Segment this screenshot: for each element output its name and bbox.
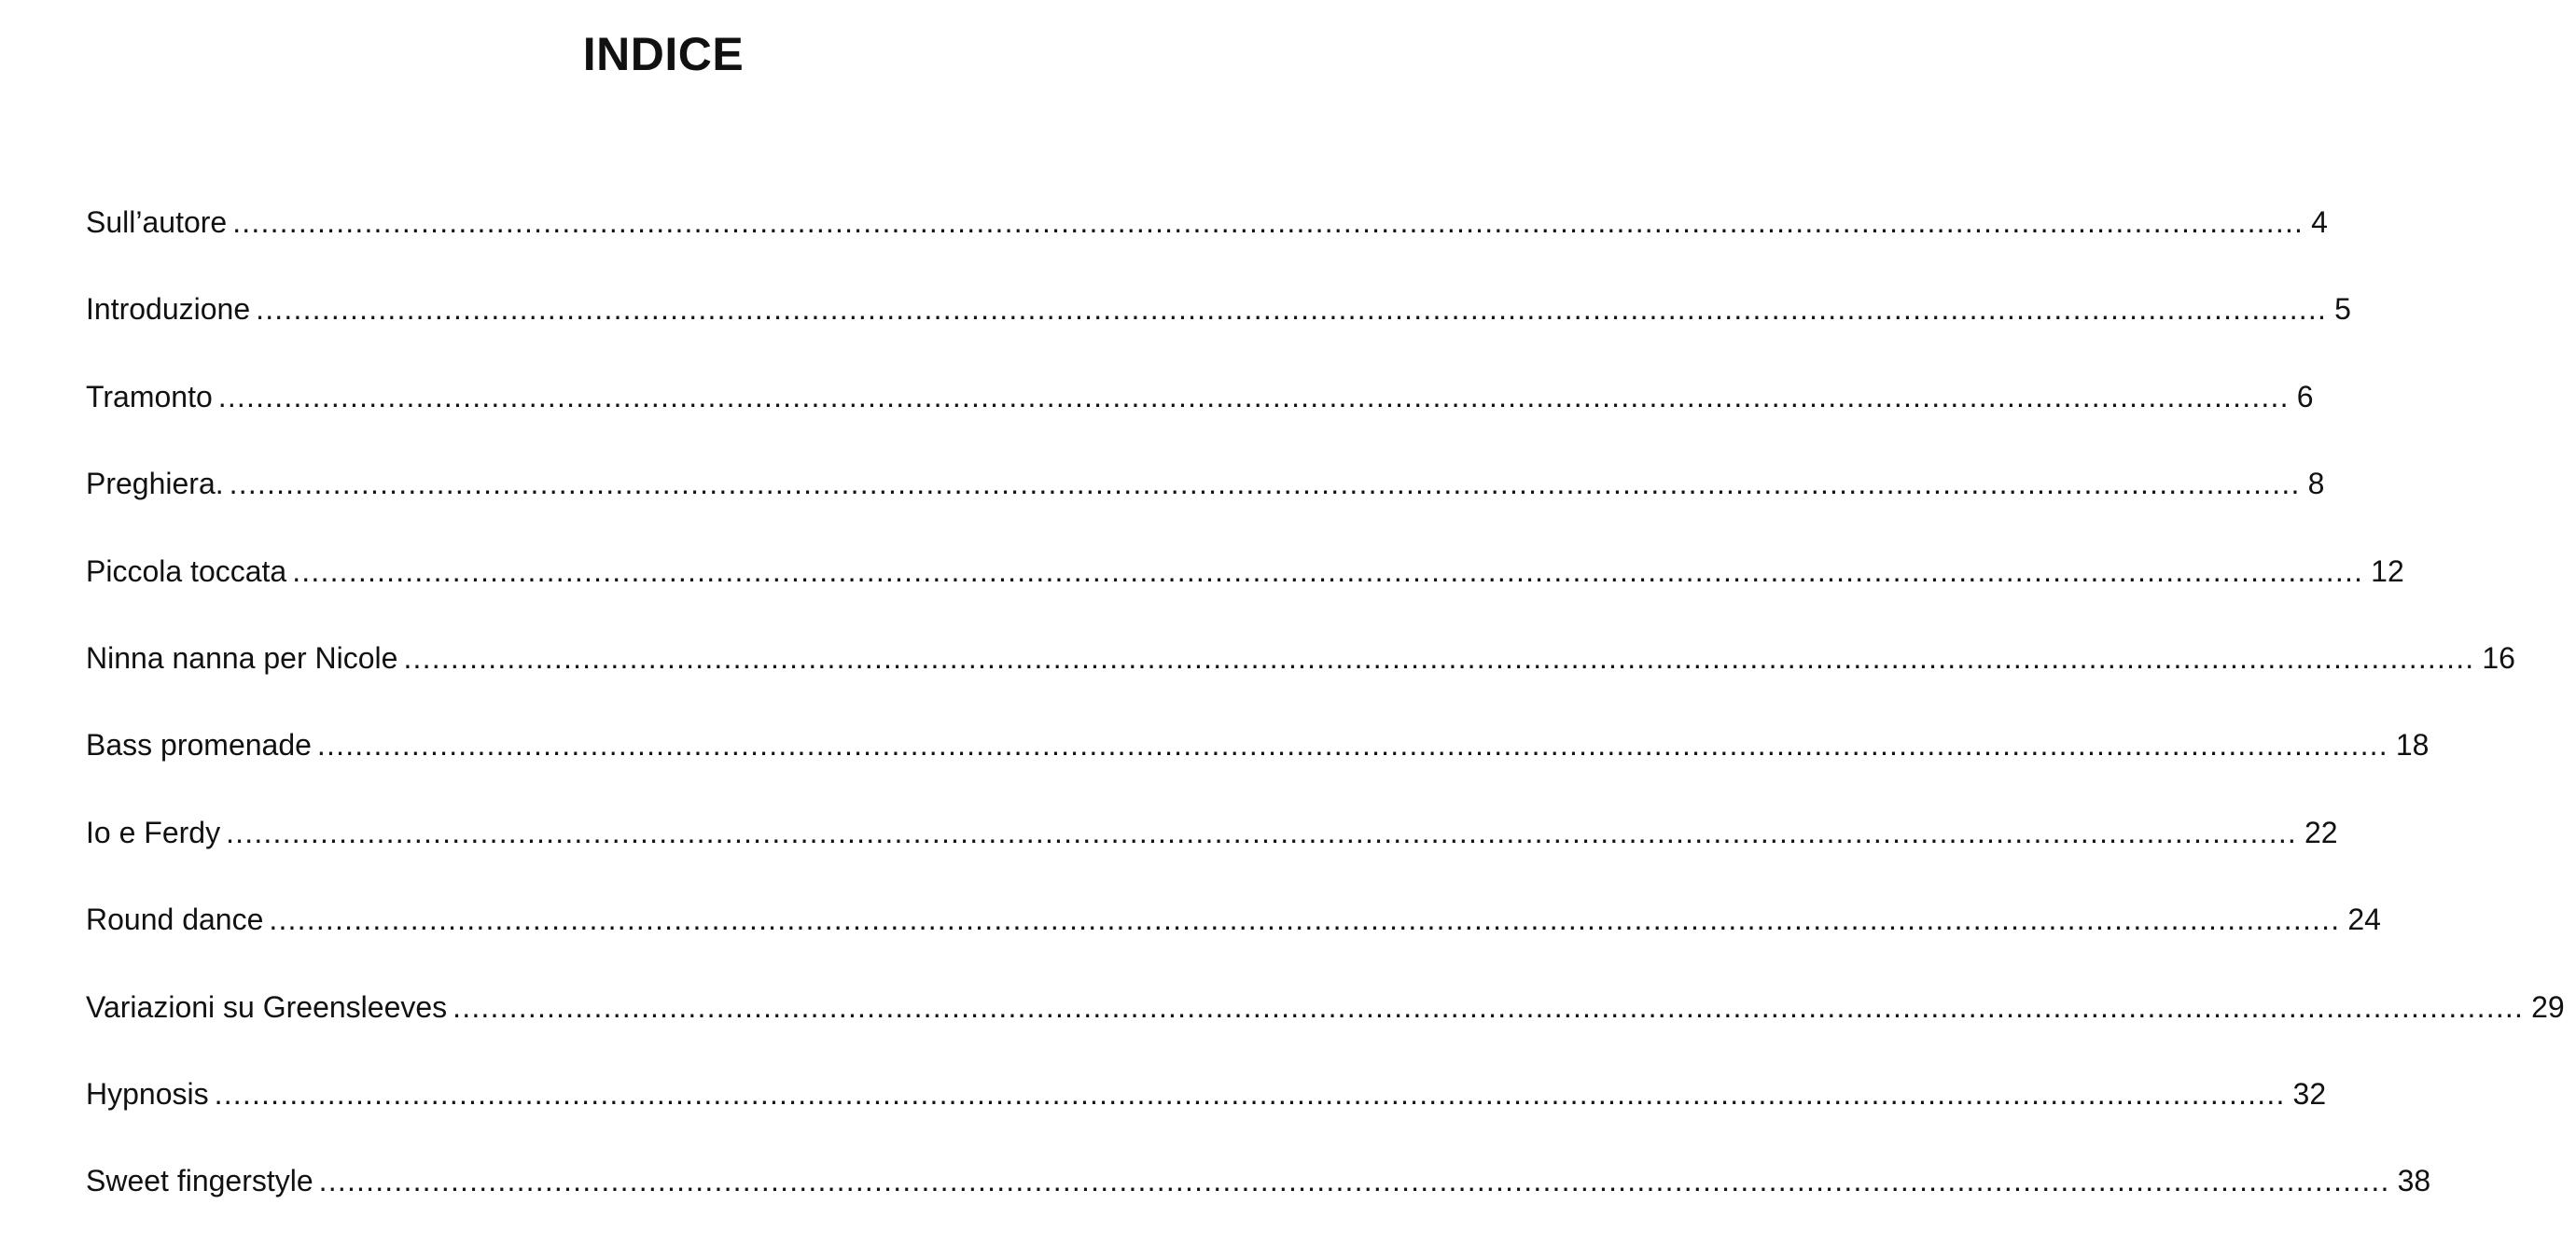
toc-entry xyxy=(86,374,2314,461)
dot-leader: ............................................................................................................................................................................................................................ xyxy=(214,1076,2286,1111)
page-title: INDICE xyxy=(582,27,745,80)
toc-entry-page: 5 xyxy=(2334,292,2351,327)
toc-entry-title: Ninna nanna per Nicole xyxy=(86,640,398,675)
dot-leader: ............................................................................................................................................................................................................................ xyxy=(217,379,2290,413)
table-of-contents xyxy=(86,200,2565,1246)
toc-entry-page: 29 xyxy=(2531,989,2565,1024)
toc-entry-title: Piccola toccata xyxy=(86,553,287,588)
toc-entry xyxy=(86,897,2381,984)
toc-entry-page: 6 xyxy=(2296,379,2314,413)
toc-entry xyxy=(86,549,2404,636)
dot-leader: ............................................................................................................................................................................................................................ xyxy=(232,205,2304,239)
dot-leader: ............................................................................................................................................................................................................................ xyxy=(256,292,2328,327)
dot-leader: ............................................................................................................................................................................................................................ xyxy=(318,1164,2390,1198)
toc-entry xyxy=(86,1158,2431,1245)
toc-entry-page: 12 xyxy=(2371,553,2404,588)
toc-entry-page: 24 xyxy=(2347,903,2381,937)
toc-entry-title: Sweet fingerstyle xyxy=(86,1164,313,1198)
dot-leader: ............................................................................................................................................................................................................................ xyxy=(453,989,2525,1024)
toc-entry-page: 16 xyxy=(2482,640,2515,675)
toc-entry xyxy=(86,985,2565,1071)
toc-entry-title: Sull’autore xyxy=(86,205,228,239)
dot-leader: ............................................................................................................................................................................................................................ xyxy=(316,728,2388,763)
toc-entry-title: Round dance xyxy=(86,903,264,937)
toc-entry xyxy=(86,1071,2327,1158)
toc-entry-page: 32 xyxy=(2292,1076,2327,1111)
toc-entry-title: Tramonto xyxy=(86,379,213,413)
toc-entry-page: 4 xyxy=(2311,205,2328,239)
dot-leader: ............................................................................................................................................................................................................................ xyxy=(292,553,2364,588)
toc-entry xyxy=(86,287,2351,373)
toc-entry xyxy=(86,722,2430,809)
toc-entry-title: Variazioni su Greensleeves xyxy=(86,989,448,1024)
toc-entry-title: Introduzione xyxy=(86,292,251,327)
toc-entry-page: 18 xyxy=(2395,728,2430,763)
toc-entry-page: 8 xyxy=(2307,467,2325,501)
toc-entry-title: Hypnosis xyxy=(86,1076,209,1111)
toc-entry xyxy=(86,810,2338,897)
toc-entry-title: Preghiera. xyxy=(86,467,224,501)
dot-leader: ............................................................................................................................................................................................................................ xyxy=(226,815,2297,849)
toc-entry xyxy=(86,636,2515,722)
dot-leader: ............................................................................................................................................................................................................................ xyxy=(403,640,2475,675)
toc-entry-title: Io e Ferdy xyxy=(86,815,221,849)
toc-entry xyxy=(86,200,2328,287)
dot-leader: ............................................................................................................................................................................................................................ xyxy=(229,467,2301,501)
toc-entry-page: 22 xyxy=(2304,815,2338,849)
toc-entry xyxy=(86,461,2325,548)
dot-leader: ............................................................................................................................................................................................................................ xyxy=(269,903,2341,937)
toc-entry-page: 38 xyxy=(2397,1164,2431,1198)
toc-entry-title: Bass promenade xyxy=(86,728,312,763)
